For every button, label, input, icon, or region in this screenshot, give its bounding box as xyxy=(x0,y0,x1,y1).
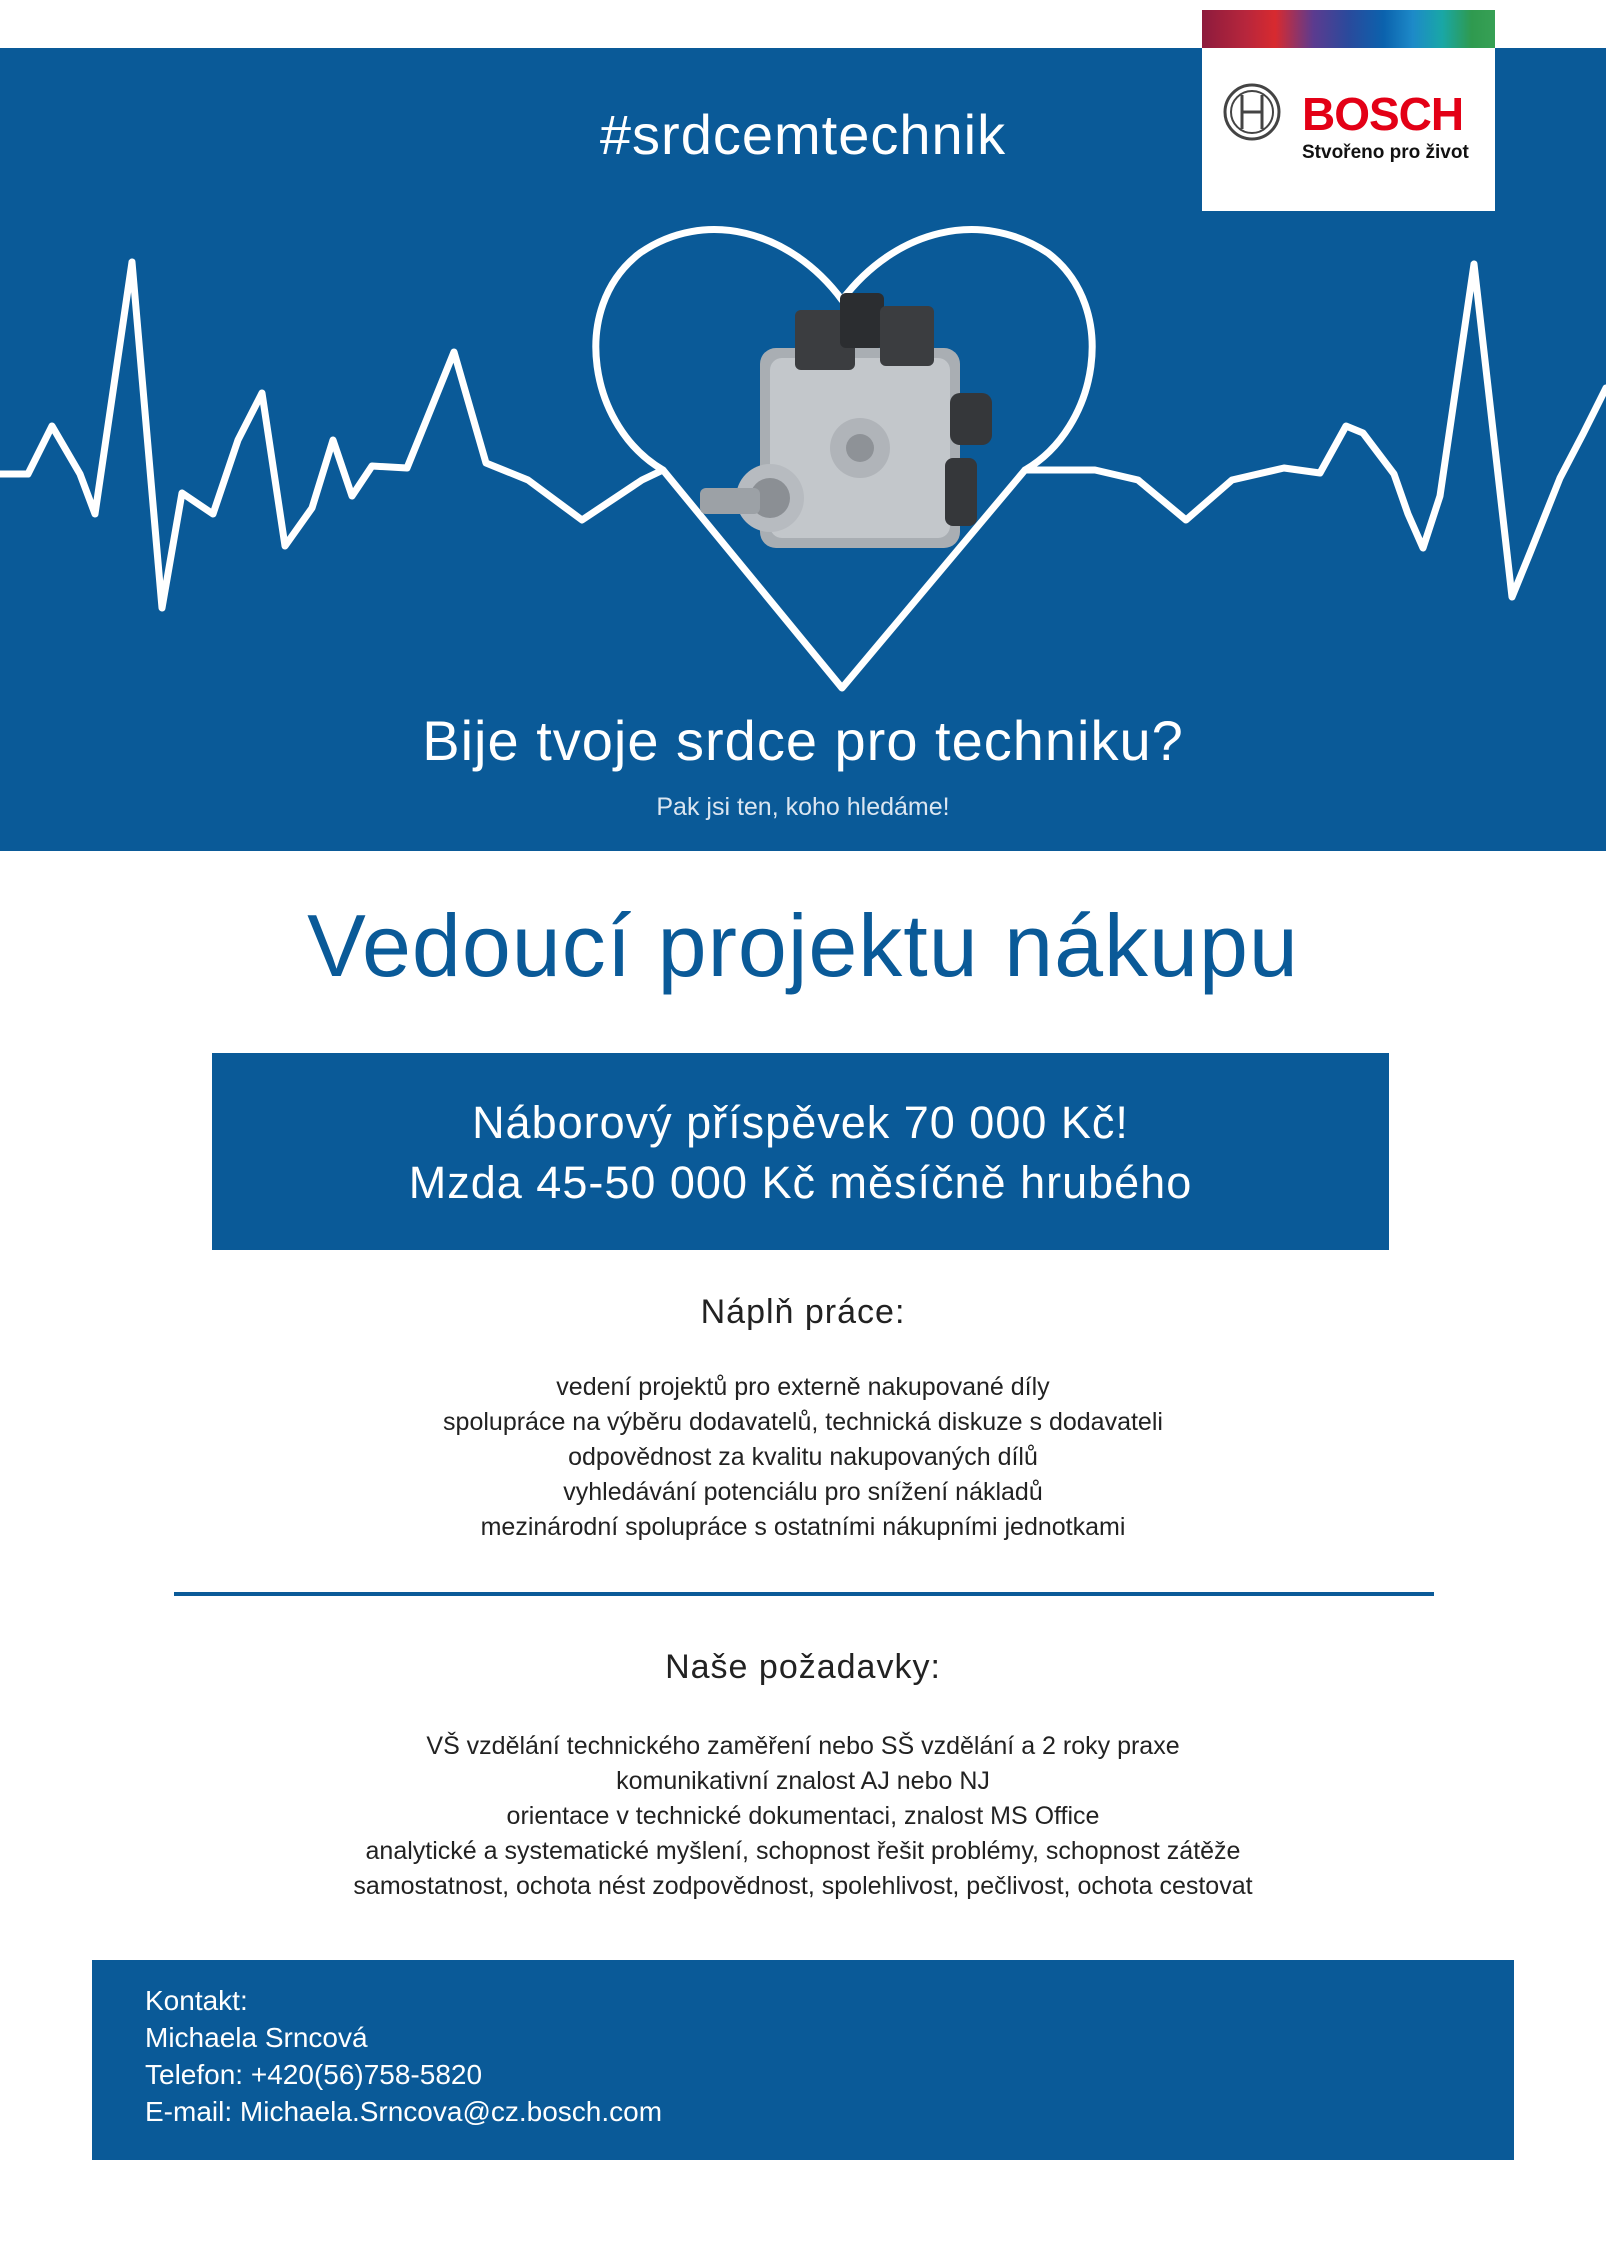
list-item: VŠ vzdělání technického zaměření nebo SŠ vzdělání a 2 roky praxe xyxy=(426,1732,1180,1760)
hashtag: #srdcemtechnik xyxy=(599,103,1007,166)
offer-signing-bonus: Náborový příspěvek 70 000 Kč! xyxy=(472,1097,1129,1148)
duties-heading: Náplň práce: xyxy=(700,1293,906,1331)
list-item: mezinárodní spolupráce s ostatními nákupními jednotkami xyxy=(480,1513,1126,1541)
brand-name: BOSCH xyxy=(1302,88,1464,140)
contact-label: Kontakt: xyxy=(145,1985,248,2016)
contact-name: Michaela Srncová xyxy=(145,2022,368,2053)
list-item: orientace v technické dokumentaci, znalost MS Office xyxy=(506,1802,1100,1830)
job-title: Vedoucí projektu nákupu xyxy=(307,896,1299,995)
contact-email[interactable]: E-mail: Michaela.Srncova@cz.bosch.com xyxy=(145,2096,663,2127)
brand-color-stripe xyxy=(1202,10,1495,48)
requirements-list xyxy=(0,1729,1606,1904)
list-item: samostatnost, ochota nést zodpovědnost, spolehlivost, pečlivost, ochota cestovat xyxy=(353,1872,1253,1900)
list-item: odpovědnost za kvalitu nakupovaných dílů xyxy=(568,1443,1038,1471)
contact-phone[interactable]: Telefon: +420(56)758-5820 xyxy=(145,2059,483,2090)
requirements-heading: Naše požadavky: xyxy=(665,1648,941,1686)
offer-salary: Mzda 45-50 000 Kč měsíčně hrubého xyxy=(408,1157,1193,1208)
brand-slogan: Stvořeno pro život xyxy=(1302,142,1469,163)
bosch-armature-icon xyxy=(1222,82,1282,142)
duties-list xyxy=(0,1370,1606,1545)
list-item: komunikativní znalost AJ nebo NJ xyxy=(616,1767,990,1795)
fuel-pump-image xyxy=(700,293,992,548)
hero-subline: Pak jsi ten, koho hledáme! xyxy=(656,793,950,821)
hero-headline: Bije tvoje srdce pro techniku? xyxy=(422,709,1184,772)
list-item: analytické a systematické myšlení, schopnost řešit problémy, schopnost zátěže xyxy=(365,1837,1241,1865)
bosch-logo xyxy=(1202,48,1495,211)
list-item: spolupráce na výběru dodavatelů, technická diskuze s dodavateli xyxy=(443,1408,1163,1436)
offer-banner xyxy=(212,1053,1389,1250)
list-item: vyhledávání potenciálu pro snížení nákladů xyxy=(563,1478,1043,1506)
contact-box xyxy=(92,1960,1514,2160)
section-divider xyxy=(174,1592,1434,1596)
list-item: vedení projektů pro externě nakupované díly xyxy=(556,1373,1050,1401)
